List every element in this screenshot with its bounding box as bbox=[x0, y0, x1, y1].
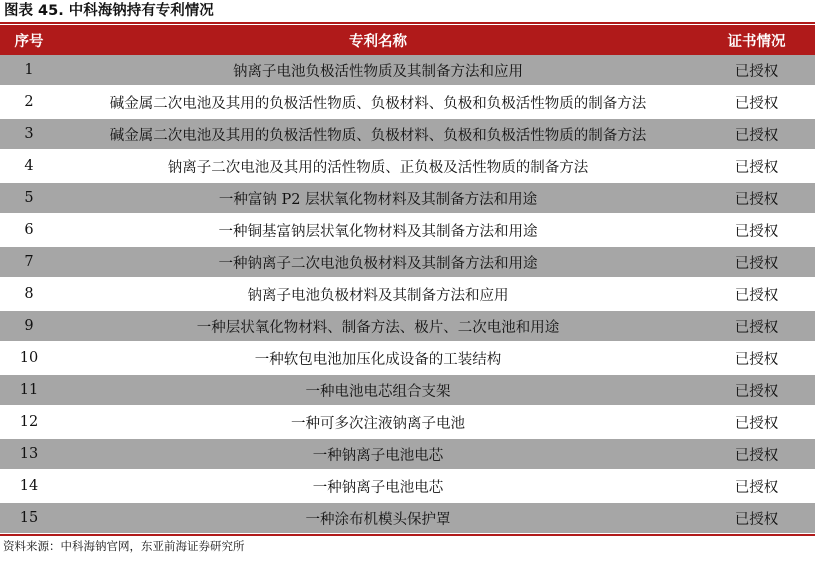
header-certificate-status: 证书情况 bbox=[698, 25, 815, 55]
cell-index: 9 bbox=[0, 310, 58, 342]
header-index: 序号 bbox=[0, 25, 58, 55]
table-bottom-divider bbox=[0, 534, 815, 536]
cell-status: 已授权 bbox=[698, 55, 815, 86]
cell-patent-name: 碱金属二次电池及其用的负极活性物质、负极材料、负极和负极活性物质的制备方法 bbox=[58, 86, 698, 118]
cell-patent-name: 一种软包电池加压化成设备的工装结构 bbox=[58, 342, 698, 374]
table-row bbox=[0, 214, 815, 246]
cell-patent-name: 钠离子电池负极材料及其制备方法和应用 bbox=[58, 278, 698, 310]
cell-status: 已授权 bbox=[698, 502, 815, 534]
cell-patent-name: 一种铜基富钠层状氧化物材料及其制备方法和用途 bbox=[58, 214, 698, 246]
cell-status: 已授权 bbox=[698, 342, 815, 374]
cell-index: 14 bbox=[0, 470, 58, 502]
cell-index: 13 bbox=[0, 438, 58, 470]
cell-status: 已授权 bbox=[698, 470, 815, 502]
cell-index: 11 bbox=[0, 374, 58, 406]
cell-index: 4 bbox=[0, 150, 58, 182]
cell-index: 1 bbox=[0, 55, 58, 86]
table-row bbox=[0, 470, 815, 502]
table-row bbox=[0, 438, 815, 470]
table-header-row bbox=[0, 25, 815, 55]
figure-title: 图表 45. 中科海钠持有专利情况 bbox=[4, 3, 214, 19]
table-row bbox=[0, 55, 815, 86]
cell-patent-name: 一种层状氧化物材料、制备方法、极片、二次电池和用途 bbox=[58, 310, 698, 342]
cell-patent-name: 一种钠离子电池电芯 bbox=[58, 470, 698, 502]
title-divider bbox=[0, 22, 815, 24]
cell-status: 已授权 bbox=[698, 406, 815, 438]
cell-status: 已授权 bbox=[698, 374, 815, 406]
cell-patent-name: 一种电池电芯组合支架 bbox=[58, 374, 698, 406]
table-row bbox=[0, 246, 815, 278]
table-row bbox=[0, 150, 815, 182]
table-row bbox=[0, 182, 815, 214]
table-row bbox=[0, 406, 815, 438]
cell-status: 已授权 bbox=[698, 278, 815, 310]
table-row bbox=[0, 342, 815, 374]
header-patent-name: 专利名称 bbox=[58, 25, 698, 55]
cell-index: 3 bbox=[0, 118, 58, 150]
cell-patent-name: 钠离子二次电池及其用的活性物质、正负极及活性物质的制备方法 bbox=[58, 150, 698, 182]
cell-patent-name: 一种富钠 P2 层状氧化物材料及其制备方法和用途 bbox=[58, 182, 698, 214]
cell-status: 已授权 bbox=[698, 182, 815, 214]
cell-patent-name: 一种钠离子电池电芯 bbox=[58, 438, 698, 470]
cell-status: 已授权 bbox=[698, 310, 815, 342]
cell-status: 已授权 bbox=[698, 246, 815, 278]
cell-status: 已授权 bbox=[698, 438, 815, 470]
cell-index: 2 bbox=[0, 86, 58, 118]
cell-patent-name: 钠离子电池负极活性物质及其制备方法和应用 bbox=[58, 55, 698, 86]
cell-patent-name: 一种可多次注液钠离子电池 bbox=[58, 406, 698, 438]
table-row bbox=[0, 502, 815, 534]
cell-status: 已授权 bbox=[698, 150, 815, 182]
cell-patent-name: 一种钠离子二次电池负极材料及其制备方法和用途 bbox=[58, 246, 698, 278]
cell-index: 5 bbox=[0, 182, 58, 214]
cell-index: 15 bbox=[0, 502, 58, 534]
cell-patent-name: 碱金属二次电池及其用的负极活性物质、负极材料、负极和负极活性物质的制备方法 bbox=[58, 118, 698, 150]
cell-patent-name: 一种涂布机模头保护罩 bbox=[58, 502, 698, 534]
table-row bbox=[0, 278, 815, 310]
table-row bbox=[0, 374, 815, 406]
cell-status: 已授权 bbox=[698, 86, 815, 118]
table-row bbox=[0, 86, 815, 118]
table-row bbox=[0, 118, 815, 150]
cell-index: 6 bbox=[0, 214, 58, 246]
table-row bbox=[0, 310, 815, 342]
cell-index: 8 bbox=[0, 278, 58, 310]
cell-index: 12 bbox=[0, 406, 58, 438]
cell-index: 10 bbox=[0, 342, 58, 374]
source-note: 资料来源：中科海钠官网，东亚前海证券研究所 bbox=[3, 539, 245, 553]
cell-index: 7 bbox=[0, 246, 58, 278]
patent-table bbox=[0, 25, 815, 535]
cell-status: 已授权 bbox=[698, 118, 815, 150]
cell-status: 已授权 bbox=[698, 214, 815, 246]
